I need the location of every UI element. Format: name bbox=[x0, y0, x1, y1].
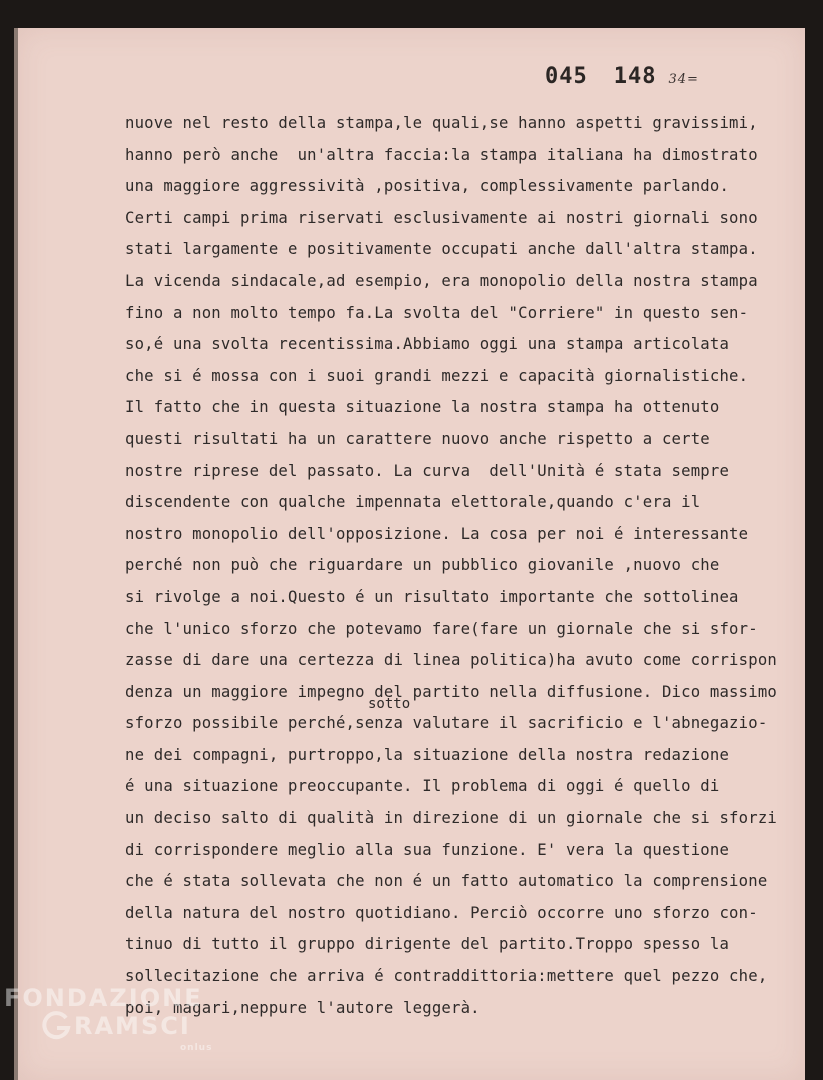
text-line: una maggiore aggressività ,positiva, complessivamente parlando. bbox=[125, 177, 730, 196]
text-line: che l'unico sforzo che potevamo fare(fare un giornale che si sfor- bbox=[125, 619, 758, 638]
text-line: so,é una svolta recentissima.Abbiamo oggi una stampa articolata bbox=[125, 335, 730, 354]
watermark-line2: RAMSCI bbox=[74, 1012, 191, 1040]
text-line: ne dei compagni, purtroppo,la situazione della nostra redazione bbox=[125, 745, 730, 764]
text-line: Il fatto che in questa situazione la nostra stampa ha ottenuto bbox=[125, 398, 720, 417]
watermark-g-icon bbox=[40, 1010, 72, 1042]
doc-number: 045 bbox=[545, 64, 588, 89]
watermark-line1: FONDAZIONE bbox=[4, 984, 203, 1012]
text-line: che é stata sollevata che non é un fatto automatico la comprensione bbox=[125, 872, 768, 891]
text-line: stati largamente e positivamente occupati anche dall'altra stampa. bbox=[125, 240, 758, 259]
text-line: denza un maggiore impegno del partito nella diffusione. Dico massimo bbox=[125, 682, 777, 701]
text-line: é una situazione preoccupante. Il problema di oggi é quello di bbox=[125, 777, 720, 796]
text-line: nostro monopolio dell'opposizione. La cosa per noi é interessante bbox=[125, 524, 749, 543]
watermark-line2-row bbox=[40, 1010, 212, 1042]
text-line: nuove nel resto della stampa,le quali,se hanno aspetti gravissimi, bbox=[125, 114, 758, 132]
text-line: discendente con qualche impennata elettorale,quando c'era il bbox=[125, 493, 701, 512]
typewritten-body bbox=[125, 108, 785, 1024]
text-line: fino a non molto tempo fa.La svolta del "Corriere" in questo sen- bbox=[125, 303, 749, 322]
text-line: nostre riprese del passato. La curva dell'Unità é stata sempre bbox=[125, 461, 730, 480]
text-line: si rivolge a noi.Questo é un risultato importante che sottolinea bbox=[125, 587, 739, 606]
text-line: questi risultati ha un carattere nuovo anche rispetto a certe bbox=[125, 429, 710, 448]
text-line: di corrispondere meglio alla sua funzione. E' vera la questione bbox=[125, 840, 730, 859]
text-line: della natura del nostro quotidiano. Perciò occorre uno sforzo con- bbox=[125, 903, 758, 922]
handwritten-note: 34= bbox=[668, 72, 699, 87]
text-line: che si é mossa con i suoi grandi mezzi e capacità giornalistiche. bbox=[125, 366, 749, 385]
watermark-line3: onlus bbox=[180, 1043, 213, 1053]
text-line: hanno però anche un'altra faccia:la stampa italiana ha dimostrato bbox=[125, 145, 758, 164]
watermark bbox=[4, 986, 212, 1053]
text-line: un deciso salto di qualità in direzione di un giornale che si sforzi bbox=[125, 809, 777, 828]
text-line: poi, magari,neppure l'autore leggerà. bbox=[125, 998, 480, 1017]
text-line: tinuo di tutto il gruppo dirigente del partito.Troppo spesso la bbox=[125, 935, 730, 954]
text-line: sforzo possibile perché,senza valutare il sacrificio e l'abnegazio- bbox=[125, 714, 768, 733]
page-header bbox=[545, 64, 699, 89]
text-line: Certi campi prima riservati esclusivamente ai nostri giornali sono bbox=[125, 208, 758, 227]
page-number: 148 bbox=[613, 64, 657, 89]
text-line: perché non può che riguardare un pubblico giovanile ,nuovo che bbox=[125, 556, 720, 575]
interlinear-correction: sotto bbox=[368, 696, 411, 712]
text-line: sollecitazione che arriva é contraddittoria:mettere quel pezzo che, bbox=[125, 967, 768, 986]
text-line: zasse di dare una certezza di linea politica)ha avuto come corrispon bbox=[125, 651, 777, 670]
text-line: La vicenda sindacale,ad esempio, era monopolio della nostra stampa bbox=[125, 271, 758, 290]
